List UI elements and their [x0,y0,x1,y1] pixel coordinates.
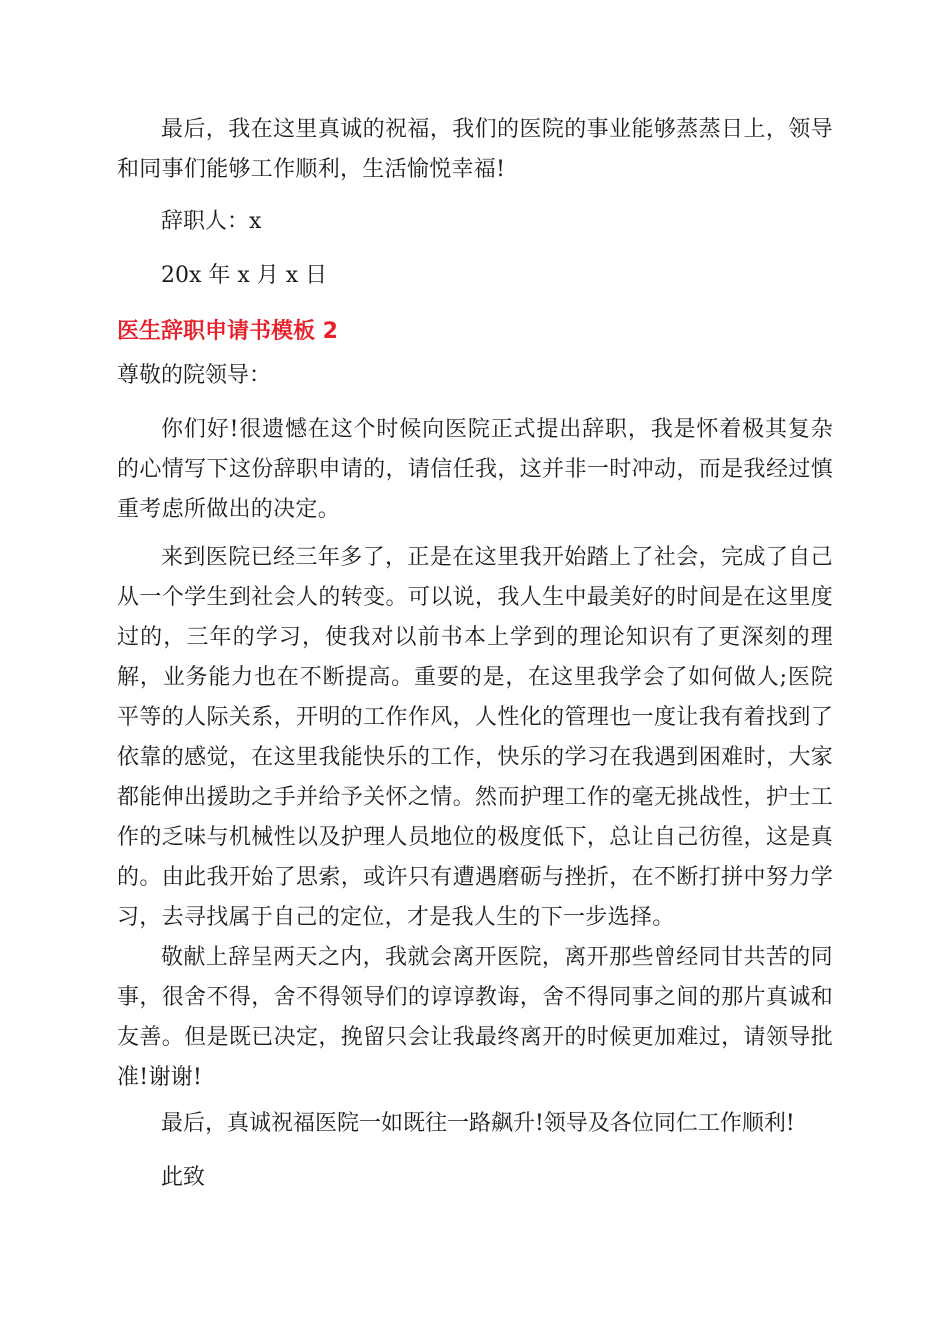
closing-paragraph: 最后，我在这里真诚的祝福，我们的医院的事业能够蒸蒸日上，领导和同事们能够工作顺利，生活愉悦幸福! [117,117,833,182]
body-paragraph: 来到医院已经三年多了，正是在这里我开始踏上了社会，完成了自己从一个学生到社会人的转变。可以说，我人生中最美好的时间是在这里度过的，三年的学习，使我对以前书本上学到的理论知识有了更深刻的理解，业务能力也在不断提高。重要的是，在这里我学会了如何做人;医院平等的人际关系，开明的工作作风，人性化的管理也一度让我有着找到了依靠的感觉，在这里我能快乐的工作，快乐的学习在我遇到困难时，大家都能伸出援助之手并给予关怀之情。然而护理工作的毫无挑战性，护士工作的乏味与机械性以及护理人员地位的极度低下，总让自己彷徨，这是真的。由此我开始了思索，或许只有遭遇磨砺与挫折，在不断打拼中努力学习，去寻找属于自己的定位，才是我人生的下一步选择。 [117,545,833,930]
body-paragraph: 敬献上辞呈两天之内，我就会离开医院，离开那些曾经同甘共苦的同事，很舍不得，舍不得领导们的谆谆教诲，舍不得同事之间的那片真诚和友善。但是既已决定，挽留只会让我最终离开的时候更加难过，请领导批准!谢谢! [117,945,833,1090]
closing-wish: 最后，真诚祝福医院一如既往一路飙升!领导及各位同仁工作顺利! [161,1111,795,1136]
date-line: 20x 年 x 月 x 日 [161,263,328,288]
salutation: 尊敬的院领导： [117,363,272,388]
closing-word: 此致 [161,1165,206,1190]
section-heading: 医生辞职申请书模板 2 [117,319,338,344]
body-paragraph: 你们好!很遗憾在这个时候向医院正式提出辞职，我是怀着极其复杂的心情写下这份辞职申请的，请信任我，这并非一时冲动，而是我经过慎重考虑所做出的决定。 [117,417,833,522]
signature-line: 辞职人：x [161,209,262,234]
